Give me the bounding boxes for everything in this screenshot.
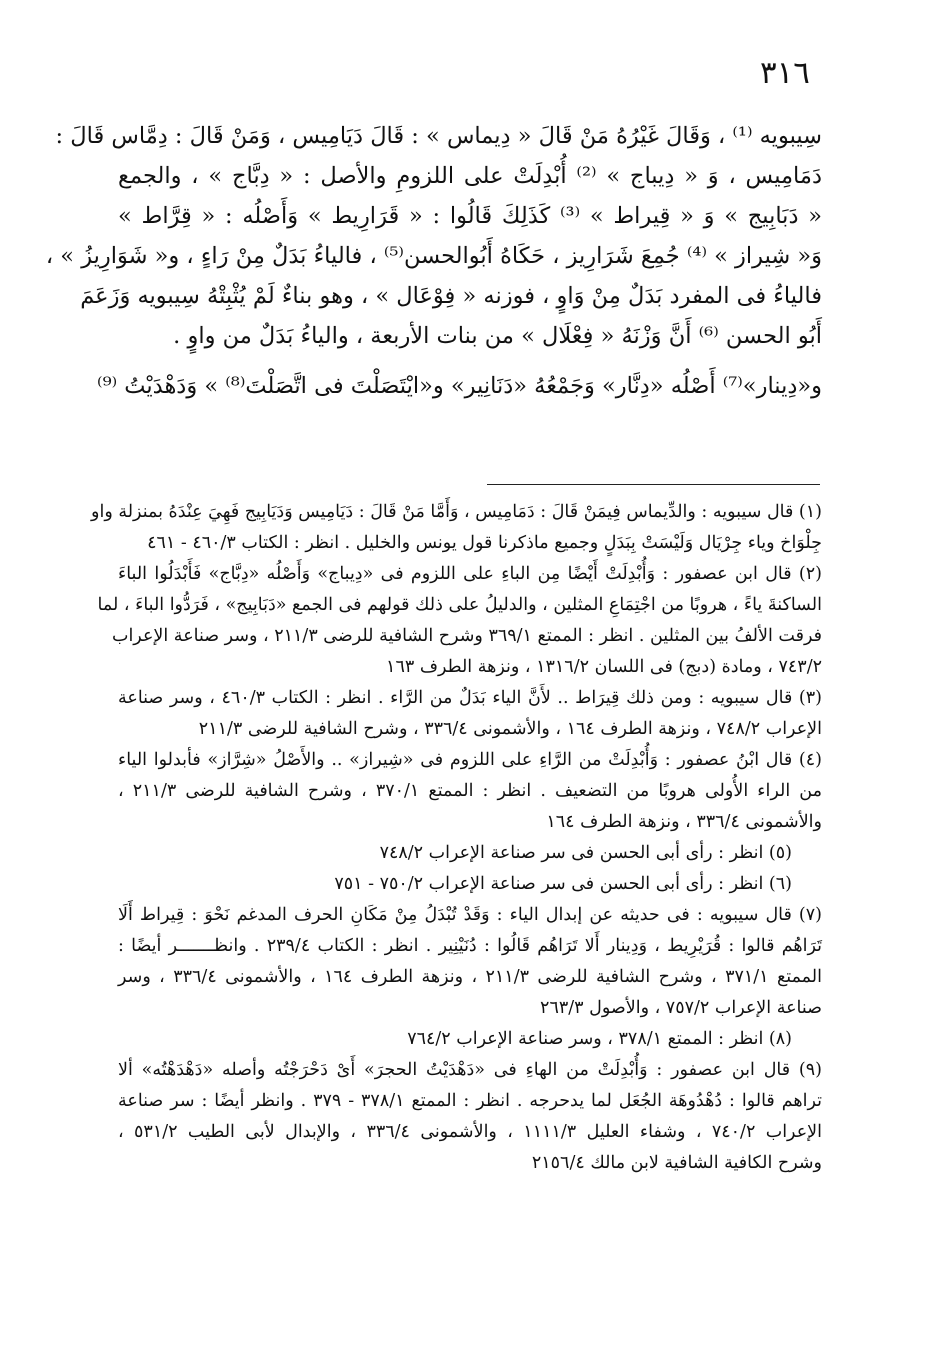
- footnote-1: [91, 497, 822, 559]
- main-text-line: و«دِينار»⁽⁷⁾ أَصْلُه «دِنَّار» وَجَمْعُهُ «دَنَانِير» و«ايْتَصَلْتَ فى اتَّصَلْتَ⁽⁸⁾ » وَدَهْدَيْتُ ⁽⁹⁾: [97, 373, 822, 399]
- footnote-line: فرقت الألفُ بين المثلين . انظر : الممتع ٣٦٩/١ وشرح الشافية للرضى ٢١١/٣ ، وسر صناعة الإعراب: [111, 626, 822, 646]
- main-text-line: أَبُو الحسن ⁽⁶⁾ أَنَّ وَزْنَهُ « فِعْلَال » من بنات الأربعة ، والياءُ بَدَلٌ من واوٍ .: [173, 323, 822, 349]
- footnote-line: من الراء الأُولى هروبًا من التضعيف . انظر : الممتع ٣٧٠/١ ، وشرح الشافية للرضى ٢١١/٣ ،: [118, 781, 822, 801]
- footnote-line: تَرَاهُم قالوا : قُرَيْرِيط ، وَدِينار أَلا تَرَاهُم قَالُوا : دُنَيْنِير . انظر : الكتاب ٢٣٩/٤ . وانظـــــــر أيضًا :: [118, 936, 822, 956]
- main-text-line: فالياءُ فى المفرد بَدَلٌ مِنْ وَاوٍ ، فوزنه « فِوْعَال » ، وهو بناءٌ لَمْ يُثْبِتْهُ سِيبويه وَزَعَمَ: [80, 283, 822, 309]
- footnote-line: (٣) قال سيبويه : ومن ذلك قِيرَاط .. لأَنَّ الياء بَدَلٌ من الرَّاء . انظر : الكتاب ٤٦٠/٣ ، وسر صناعة: [118, 688, 822, 708]
- footnote-6: [118, 869, 822, 900]
- footnote-line: (٦) انظر : رأى أبى الحسن فى سر صناعة الإعراب ٧٥٠/٢ - ٧٥١: [334, 874, 792, 894]
- footnote-7: [118, 900, 822, 1024]
- footnote-3: [118, 683, 822, 745]
- footnote-line: (٧) قال سيبويه : فى حديثه عن إبدال الياء : وَقَدْ تُبْدَلُ مِنْ مَكَانِ الحرف المدغم نَحْوَ : قِيراط أَلَا: [118, 905, 822, 925]
- main-text-line: « دَبَابِيج » وَ « قِيراط » ⁽³⁾ كَذَلِكَ قَالُوا : « قَرَارِيط » وَأَصْلُه : « قِرَّاط »: [118, 203, 822, 229]
- footnote-line: ٧٤٣/٢ ، ومادة (دبج) فى اللسان ١٣١٦/٢ ، ونزهة الطرف ١٦٣: [386, 657, 822, 677]
- main-text-line: وَ« شِيراز » ⁽⁴⁾ جُمِعَ شَرَارِيز ، حَكَاهُ أَبُوالحسن⁽⁵⁾ ، فالياءُ بَدَلٌ مِنْ رَاءٍ ، و« شَوَارِيزُ » ،: [45, 243, 822, 269]
- footnote-4: [118, 745, 822, 838]
- footnote-separator: [487, 484, 820, 485]
- footnote-line: الساكنةَ ياءً ، هروبًا من اجْتِمَاعِ المثلين ، والدليلُ على ذلك قولهم فى الجمع «دَبَابِيج» ، فَرَدُّوا الباءَ ، لما: [97, 595, 822, 615]
- footnote-line: (٩) قال ابن عصفور : وَأُبْدِلَتْ من الهاءِ فى «دَهْدَيْتُ الحجرَ» أَىْ دَحْرَجْتُه وأصله «دَهْدَهْتُه» ألا: [118, 1060, 822, 1080]
- footnote-line: (٥) انظر : رأى أبى الحسن فى سر صناعة الإعراب ٧٤٨/٢: [379, 843, 792, 863]
- main-text: [45, 116, 822, 406]
- page-number: ٣١٦: [760, 55, 810, 91]
- footnotes: [91, 497, 822, 1179]
- main-text-line: سِيبويه ⁽¹⁾ ، وَقَالَ غَيْرُهُ مَنْ قَالَ « دِيماس » : قَالَ دَيَامِيس ، وَمَنْ قَالَ : دِمَّاس قَالَ :: [55, 123, 822, 149]
- footnote-line: جِلْوَاخ وياء جِرْيَال وَلَيْسَتْ بِبَدَلٍ وجميع ماذكرنا قول يونس والخليل . انظر : الكتاب ٤٦٠/٣ - ٤٦١: [147, 533, 822, 553]
- footnote-line: الإعراب ٧٤٠/٢ ، وشفاء العليل ١١١١/٣ ، والأشمونى ٣٣٦/٤ ، والإبدال لأبى الطيب ٥٣١/٢ ،: [118, 1122, 822, 1142]
- footnote-line: (٤) قال ابْنُ عصفور : وَأُبْدِلَتْ من الرَّاءِ على اللزوم فى «شِيراز» .. والأَصْلُ «شِرَّاز» فأبدلوا الياء: [118, 750, 822, 770]
- footnote-line: (٨) انظر : الممتع ٣٧٨/١ ، وسر صناعة الإعراب ٧٦٤/٢: [407, 1029, 792, 1049]
- footnote-line: وشرح الكافية الشافية لابن مالك ٢١٥٦/٤: [531, 1153, 822, 1173]
- footnote-line: (٢) قال ابن عصفور : وَأُبْدِلَتْ أَيْضًا مِن الباءِ على اللزوم فى «دِيباج» وَأَصْلُه «دِبَّاج» فَأَبْدَلُوا الباءَ: [118, 564, 822, 584]
- footnote-line: والأشمونى ٣٣٦/٤ ، ونزهة الطرف ١٦٤: [546, 812, 822, 832]
- footnote-line: صناعة الإعراب ٧٥٧/٢ ، والأصول ٢٦٣/٣: [540, 998, 822, 1018]
- footnote-2: [97, 559, 822, 683]
- footnote-9: [118, 1055, 822, 1179]
- footnote-line: الإعراب ٧٤٨/٢ ، ونزهة الطرف ١٦٤ ، والأشمونى ٣٣٦/٤ ، وشرح الشافية للرضى ٢١١/٣: [198, 719, 822, 739]
- footnote-line: الممتع ٣٧١/١ ، وشرح الشافية للرضى ٢١١/٣ ، ونزهة الطرف ١٦٤ ، والأشمونى ٣٣٦/٤ ، وسر: [118, 967, 822, 987]
- main-text-line: دَمَامِيس ، وَ « دِيباج » ⁽²⁾ أُبْدِلَتْ على اللزومِ والأصل : « دِبَّاج » ، والجمع: [118, 163, 822, 189]
- footnote-5: [118, 838, 822, 869]
- footnote-line: (١) قال سيبويه : والدِّيماس فِيمَنْ قَالَ : دَمَامِيس ، وَأَمَّا مَنْ قَالَ : دَيَامِيس وَدَيَابِيج فَهِيَ عِنْدَهُ بمنزلة واو: [91, 502, 822, 522]
- footnote-8: [118, 1024, 822, 1055]
- footnote-line: تراهم قالوا : دُهْدُوهَة الجُعَل لما يدحرجه . انظر : الممتع ٣٧٨/١ - ٣٧٩ . وانظر أيضًا : سر صناعة: [118, 1091, 822, 1111]
